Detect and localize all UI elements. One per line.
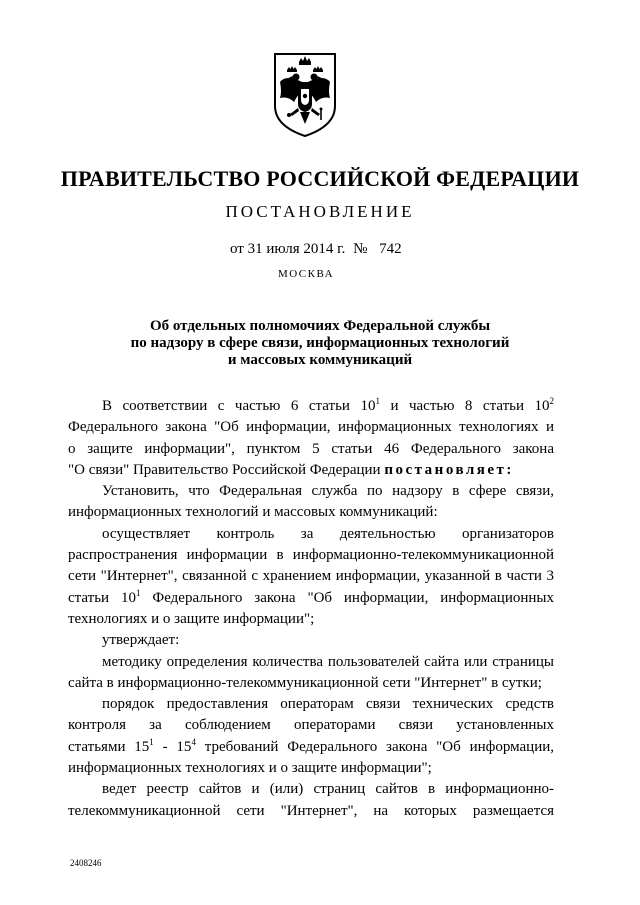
heading-line: Об отдельных полномочиях Федеральной службы (149, 318, 491, 334)
body-line: сети "Интернет", связанной с хранением информации, указанной в части 3 (68, 568, 554, 585)
document-number: 742 (379, 241, 402, 257)
operative-word: постановляет: (384, 461, 514, 478)
document-date-number (230, 241, 402, 258)
body-line: о защите информации", пунктом 5 статьи 46 Федерального закона (68, 440, 554, 457)
text-span: статьи 10 (68, 589, 136, 606)
superscript: 4 (191, 736, 196, 747)
body-line (68, 396, 554, 417)
document-heading (0, 318, 640, 369)
body-line: утверждает: (102, 632, 180, 649)
document-city: МОСКВА (277, 268, 335, 280)
body-line: распространения информации в информационно-телекоммуникационной (68, 547, 554, 564)
body-line (68, 588, 554, 609)
document-body (68, 396, 554, 822)
body-line: Федерального закона "Об информации, информационных технологиях и (68, 419, 554, 436)
superscript: 1 (149, 736, 154, 747)
heading-line: по надзору в сфере связи, информационных технологий (130, 335, 510, 351)
body-line: информационных технологиях и о защите информации"; (68, 760, 432, 777)
text-span: статьями 15 (68, 738, 150, 755)
document-id: 2408246 (70, 858, 102, 868)
body-line: Установить, что Федеральная служба по надзору в сфере связи, (102, 483, 554, 500)
document-date: от 31 июля 2014 г. (230, 241, 346, 257)
superscript: 2 (549, 396, 554, 406)
body-line: методику определения количества пользователей сайта или страницы (102, 653, 554, 670)
text-span: требований Федерального закона "Об информации, (195, 738, 554, 755)
heading-line: и массовых коммуникаций (227, 352, 413, 368)
superscript: 1 (375, 396, 380, 406)
text-span: В соответствии с частью 6 статьи 10 (102, 398, 376, 414)
document-type: ПОСТАНОВЛЕНИЕ (225, 202, 415, 221)
document-title: ПРАВИТЕЛЬСТВО РОССИЙСКОЙ ФЕДЕРАЦИИ (60, 166, 580, 191)
number-sign: № (353, 241, 368, 257)
coat-of-arms-emblem (272, 52, 338, 138)
text-span: - 15 (153, 738, 192, 755)
body-line: порядок предоставления операторам связи технических средств (102, 696, 554, 713)
body-line: сайта в информационно-телекоммуникационной сети "Интернет" в сутки; (68, 674, 542, 691)
text-span: "О связи" Правительство Российской Федерации (68, 461, 381, 478)
body-line (68, 460, 554, 481)
body-line: информационных технологий и массовых коммуникаций: (68, 504, 438, 521)
body-line: телекоммуникационной сети "Интернет", на которых размещается (68, 802, 554, 819)
body-line (68, 737, 554, 758)
body-line: ведет реестр сайтов и (или) страниц сайтов в информационно- (102, 781, 554, 798)
text-span: Федерального закона "Об информации, информационных (140, 589, 554, 606)
body-line: осуществляет контроль за деятельностью организаторов (102, 525, 554, 542)
text-span: и частью 8 статьи 10 (379, 398, 550, 414)
superscript: 1 (135, 587, 141, 598)
body-line: контроля за соблюдением операторами связи установленных (68, 717, 554, 734)
body-line: технологиях и о защите информации"; (68, 610, 315, 627)
